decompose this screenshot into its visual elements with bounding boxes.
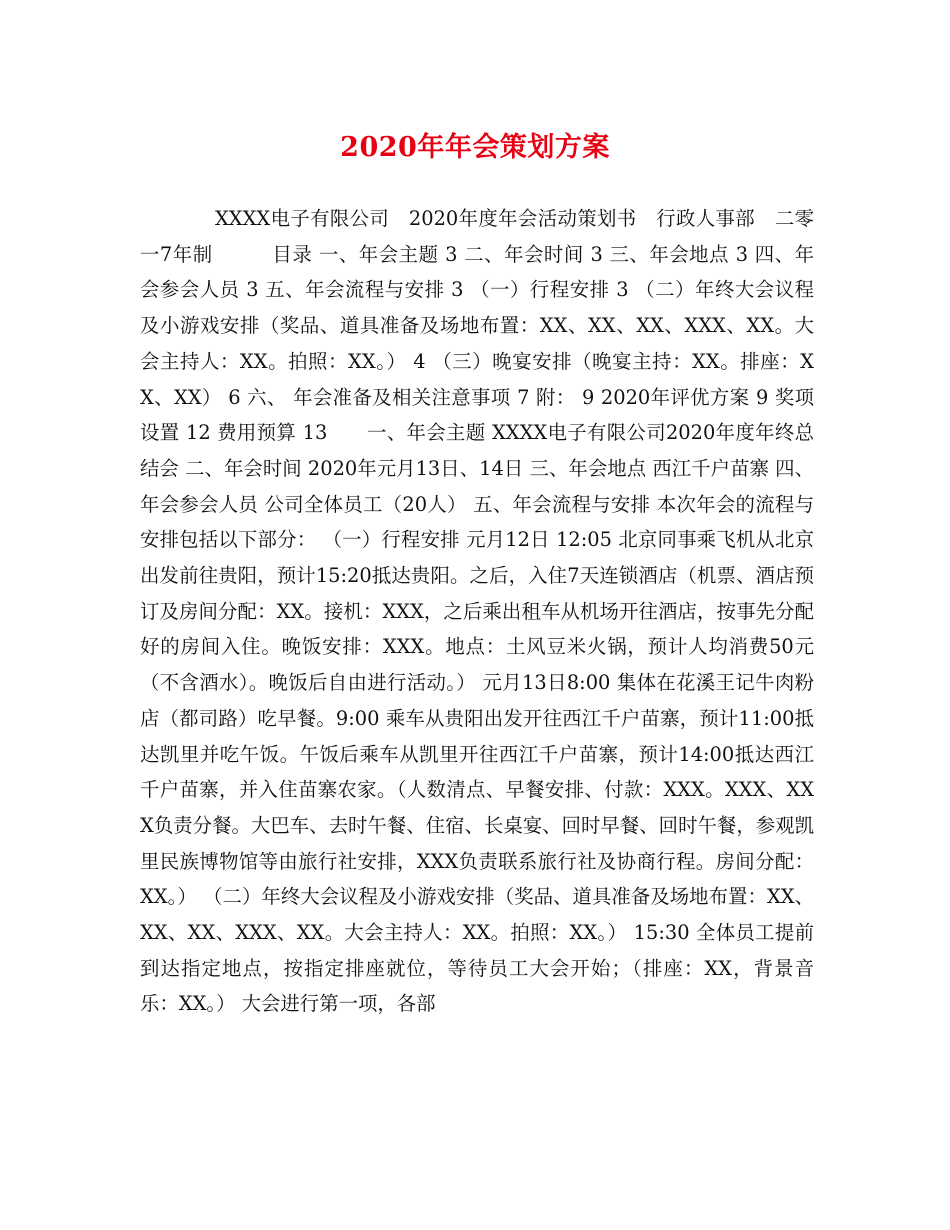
document-title: 2020年年会策划方案	[340, 132, 610, 163]
document-body: XXXX电子有限公司 2020年度年会活动策划书 行政人事部 二零一7年制 目录 一、年会主题 3 二、年会时间 3 三、年会地点 3 四、年会参会人员 3 五、年会流程与安排 3 （一）行程安排 3 （二）年终大会议程及小游戏安排（奖品、道具准备及场地布置：XX、XX、XX、XXX、XX。大会主持人：XX。拍照：XX。） 4 （三）晚宴安排（晚宴主持：XX。排座：XX、XX） 6 六、 年会准备及相关注意事项 7 附： 9 2020年评优方案 9 奖项设置 12 费用预算 13 一、年会主题 XXXX电子有限公司2020年度年终总结会 二、年会时间 2020年元月13日、14日 三、年会地点 西江千户苗寨 四、年会参会人员 公司全体员工（20人） 五、年会流程与安排 本次年会的流程与安排包括以下部分： （一）行程安排 元月12日 12:05 北京同事乘飞机从北京出发前往贵阳，预计15:20抵达贵阳。之后，入住7天连锁酒店（机票、酒店预订及房间分配：XX。接机：XXX，之后乘出租车从机场开往酒店，按事先分配好的房间入住。晚饭安排：XXX。地点：土风豆米火锅，预计人均消费50元（不含酒水）。晚饭后自由进行活动。） 元月13日8:00 集体在花溪王记牛肉粉店（都司路）吃早餐。9:00 乘车从贵阳出发开往西江千户苗寨，预计11:00抵达凯里并吃午饭。午饭后乘车从凯里开往西江千户苗寨，预计14:00抵达西江千户苗寨，并入住苗寨农家。（人数清点、早餐安排、付款：XXX。XXX、XXX负责分餐。大巴车、去时午餐、住宿、长桌宴、回时早餐、回时午餐，参观凯里民族博物馆等由旅行社安排，XXX负责联系旅行社及协商行程。房间分配：XX。） （二）年终大会议程及小游戏安排（奖品、道具准备及场地布置：XX、XX、XX、XXX、XX。大会主持人：XX。拍照：XX。） 15:30 全体员工提前到达指定地点，按指定排座就位，等待员工大会开始；（排座：XX，背景音乐：XX。） 大会进行第一项，各部	[140, 207, 814, 1016]
